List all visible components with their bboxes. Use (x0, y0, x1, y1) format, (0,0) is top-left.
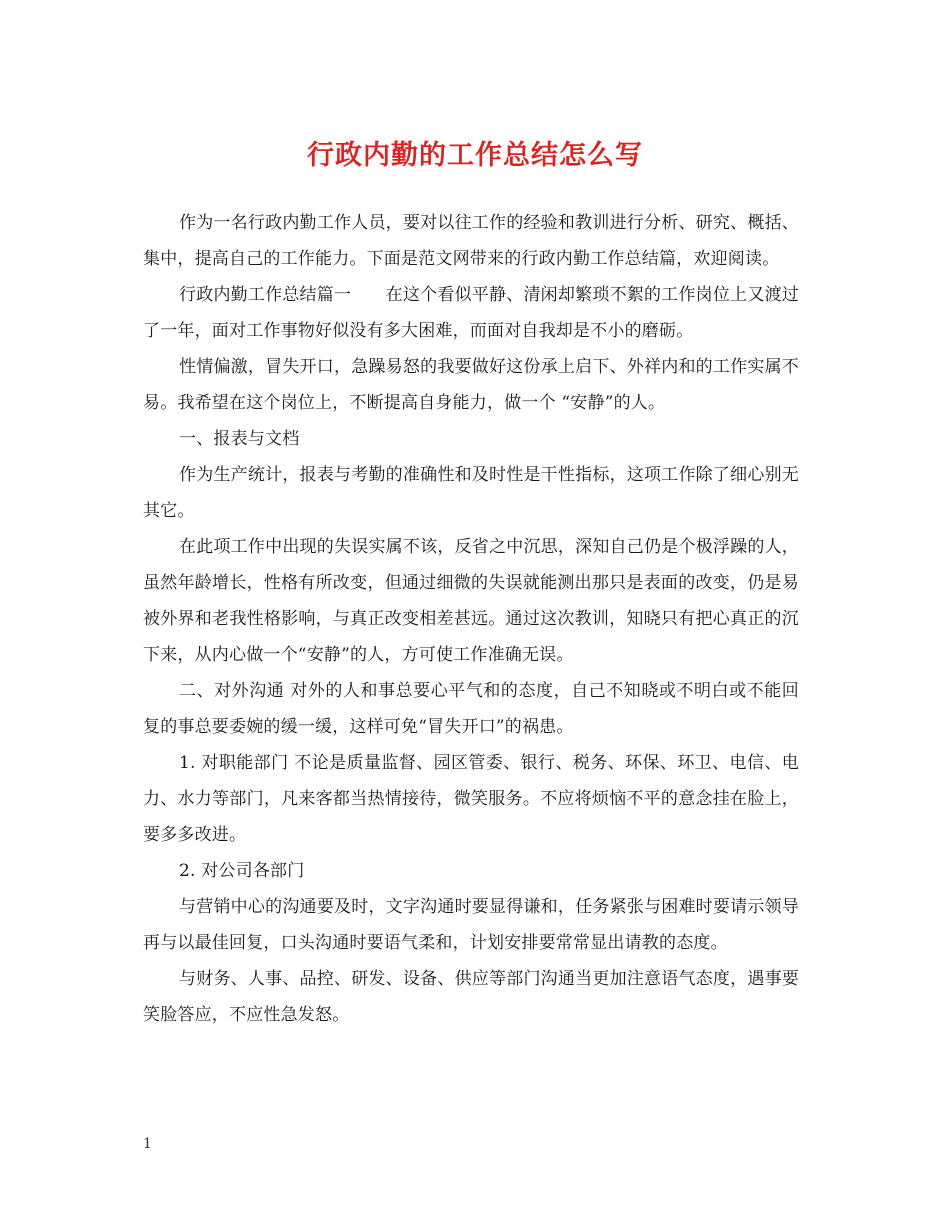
paragraph-intro: 作为一名行政内勤工作人员，要对以往工作的经验和教训进行分析、研究、概括、集中，提高自己的工作能力。下面是范文网带来的行政内勤工作总结篇，欢迎阅读。 (143, 213, 799, 269)
paragraph-temperament: 性情偏激，冒失开口，急躁易怒的我要做好这份承上启下、外祥内和的工作实属不易。我希望在这个岗位上，不断提高自身能力，做一个 “安静”的人。 (143, 357, 799, 413)
paragraph-reflection: 在此项工作中出现的失误实属不该，反省之中沉思，深知自己仍是个极浮躁的人，虽然年龄增长，性格有所改变，但通过细微的失误就能测出那只是表面的改变，仍是易被外界和老我性格影响，与真正改变相差甚远。通过这次教训，知晓只有把心真正的沉下来，从内心做一个“安静”的人，方可使工作准确无误。 (143, 537, 799, 665)
paragraph-reports: 作为生产统计，报表与考勤的准确性和及时性是干性指标，这项工作除了细心别无其它。 (143, 465, 799, 521)
paragraph-other-departments: 与财务、人事、品控、研发、设备、供应等部门沟通当更加注意语气态度，遇事要笑脸答应，不应性急发怒。 (143, 969, 799, 1025)
page-number: 1 (143, 1136, 152, 1152)
section-heading-reports: 一、报表与文档 (179, 429, 300, 449)
list-item-company-departments: 2. 对公司各部门 (179, 861, 305, 881)
paragraph-summary-part-one: 行政内勤工作总结篇一 在这个看似平静、清闲却繁琐不絮的工作岗位上又渡过了一年，面对工作事物好似没有多大困难，而面对自我却是不小的磨砺。 (143, 285, 799, 341)
document-title: 行政内勤的工作总结怎么写 (307, 140, 643, 171)
list-item-functional-departments: 1. 对职能部门 不论是质量监督、园区管委、银行、税务、环保、环卫、电信、电力、水力等部门，凡来客都当热情接待，微笑服务。不应将烦恼不平的意念挂在脸上，要多多改进。 (143, 753, 799, 845)
paragraph-marketing-center: 与营销中心的沟通要及时，文字沟通时要显得谦和，任务紧张与困难时要请示领导再与以最佳回复，口头沟通时要语气柔和，计划安排要常常显出请教的态度。 (143, 897, 799, 953)
document-body (143, 205, 799, 1033)
section-heading-external-communication: 二、对外沟通 对外的人和事总要心平气和的态度，自己不知晓或不明白或不能回复的事总要委婉的缓一缓，这样可免“冒失开口”的祸患。 (143, 681, 799, 737)
